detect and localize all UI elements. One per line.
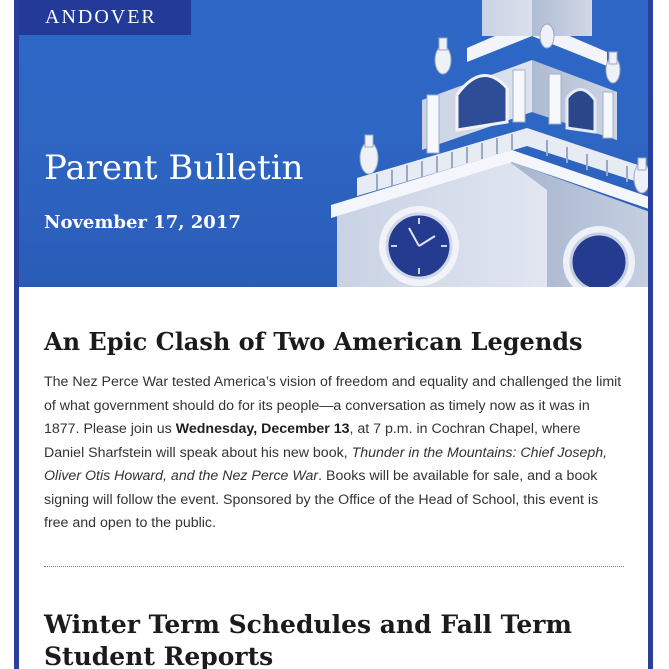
event-date-text: Wednesday, December 13 [175,421,350,437]
brand-wordmark[interactable]: ANDOVER [19,0,191,35]
article-text: , at 7 p.m. in Cochran Chapel, where Daniel Sharfstein will speak about his new book, [44,421,581,461]
bulletin-date: November 17, 2017 [44,212,241,233]
article-text: . Books will be available for sale, and a book signing will follow the event. Sponsored by the Office of the Head of School, this event is free and open to the public. [44,468,599,531]
article-title: An Epic Clash of Two American Legends [44,327,583,356]
clock-tower-image [317,0,648,287]
article-title: Winter Term Schedules and Fall Term Student Reports [44,609,572,669]
bulletin-content [44,287,624,669]
email-frame [14,0,653,669]
article-text: The Nez Perce War tested America’s vision of freedom and equality and challenged the limit of what government should do for its people—a conversation as timely now as it was in 1877. Please join us [44,374,622,437]
hero-banner [19,0,648,287]
page-title: Parent Bulletin [44,148,304,188]
article-body [44,371,624,536]
book-title-text: Thunder in the Mountains: Chief Joseph, Oliver Otis Howard, and the Nez Perce War [44,444,608,484]
section-divider [44,566,624,567]
